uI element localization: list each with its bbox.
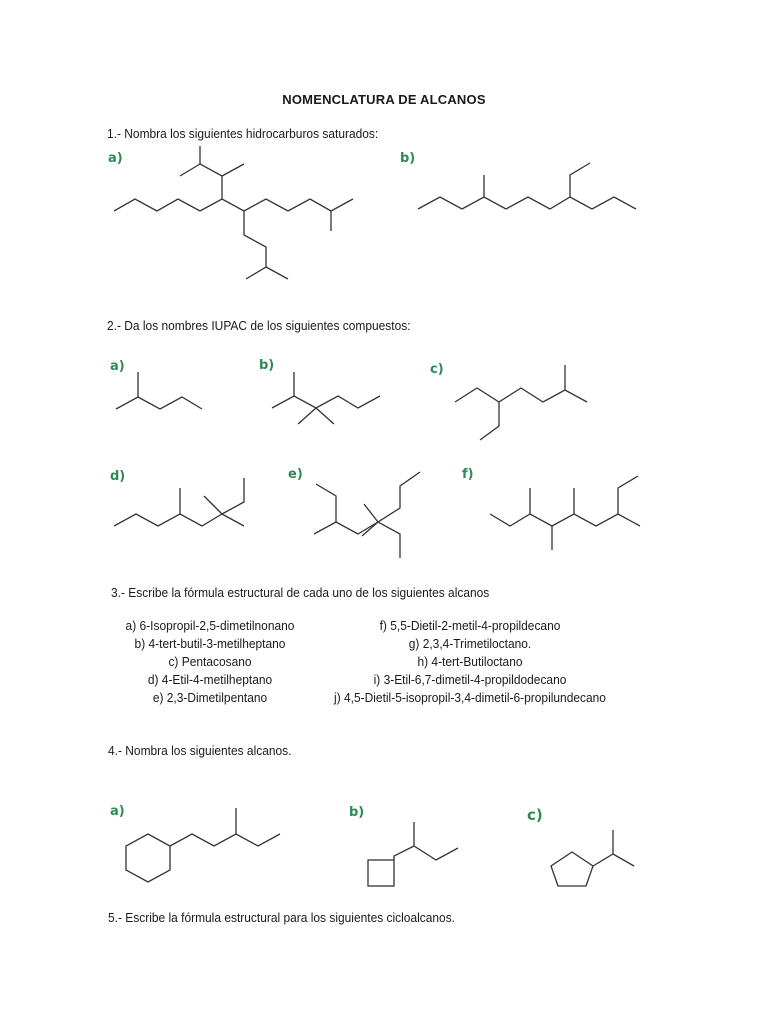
q2-label-c: c) (430, 362, 444, 377)
q2-label-a: a) (110, 359, 125, 374)
structure-2b (272, 372, 380, 424)
structure-1b (418, 163, 636, 209)
q3-item-a: a) 6-Isopropil-2,5-dimetilnonano (125, 618, 295, 633)
structure-2d (114, 478, 244, 526)
structure-2f (490, 476, 640, 550)
q4-label-c: c) (527, 806, 543, 824)
q3-item-g: g) 2,3,4-Trimetiloctano. (408, 636, 532, 651)
q2-label-d: d) (110, 469, 126, 484)
q4-label-b: b) (349, 805, 365, 820)
structure-4c (551, 830, 634, 886)
page-title: NOMENCLATURA DE ALCANOS (282, 92, 486, 107)
q3-item-c: c) Pentacosano (168, 654, 252, 669)
structure-4b (368, 822, 458, 886)
q3-item-f: f) 5,5-Dietil-2-metil-4-propildecano (379, 618, 561, 633)
q2-label-f: f) (462, 467, 474, 482)
structure-2e (314, 472, 420, 558)
q2-label-b: b) (259, 358, 275, 373)
question-2: 2.- Da los nombres IUPAC de los siguientes compuestos: (107, 318, 411, 333)
question-3: 3.- Escribe la fórmula estructural de cada uno de los siguientes alcanos (111, 585, 490, 600)
structure-1a (114, 146, 353, 279)
q3-item-j: j) 4,5-Dietil-5-isopropil-3,4-dimetil-6-propilundecano (334, 690, 606, 705)
q2-label-e: e) (288, 467, 303, 482)
q1-label-a: a) (108, 151, 123, 166)
q3-item-e: e) 2,3-Dimetilpentano (152, 690, 268, 705)
q1-label-b: b) (400, 151, 416, 166)
structure-2a (116, 372, 202, 409)
question-5: 5.- Escribe la fórmula estructural para los siguientes cicloalcanos. (108, 910, 455, 925)
q3-item-h: h) 4-tert-Butiloctano (417, 654, 523, 669)
structure-2c (455, 365, 587, 440)
q3-item-b: b) 4-tert-butil-3-metilheptano (134, 636, 286, 651)
q3-item-i: i) 3-Etil-6,7-dimetil-4-propildodecano (373, 672, 567, 687)
q3-item-d: d) 4-Etil-4-metilheptano (147, 672, 273, 687)
question-4: 4.- Nombra los siguientes alcanos. (108, 743, 292, 758)
question-1: 1.- Nombra los siguientes hidrocarburos saturados: (107, 126, 379, 141)
q4-label-a: a) (110, 804, 125, 819)
structure-4a (126, 808, 280, 882)
